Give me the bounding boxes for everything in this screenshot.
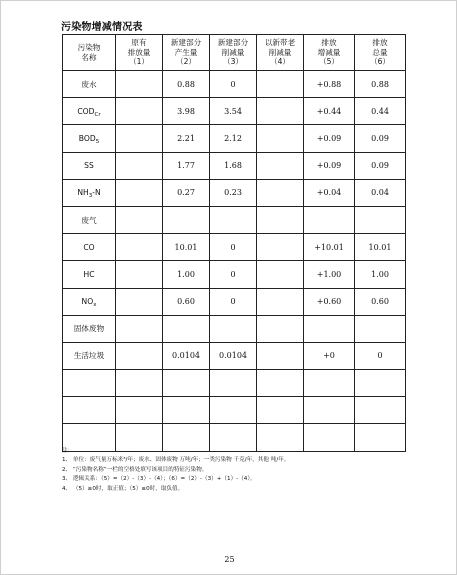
value-cell: 0.44: [355, 98, 406, 125]
column-header-line: 排放: [321, 38, 337, 48]
pollutant-name-subscript: 3: [88, 193, 93, 200]
value-cell: +0.04: [304, 179, 355, 206]
value-cell: [116, 315, 163, 342]
column-header-line: 污染物: [77, 43, 101, 52]
value-cell: [257, 288, 304, 315]
table-row: [63, 179, 406, 206]
value-cell: [116, 342, 163, 369]
value-cell: 1.00: [163, 261, 210, 288]
value-cell: +10.01: [304, 234, 355, 261]
pollutant-name-cell: [63, 71, 116, 98]
column-header: [304, 35, 355, 71]
value-cell: [257, 152, 304, 179]
value-cell: [210, 370, 257, 397]
value-cell: +0.44: [304, 98, 355, 125]
value-cell: 0.23: [210, 179, 257, 206]
value-cell: [163, 397, 210, 424]
pollutant-name-cell: [63, 234, 116, 261]
column-header: [210, 35, 257, 71]
value-cell: [257, 315, 304, 342]
column-header-line: （1）: [128, 57, 150, 67]
value-cell: [257, 397, 304, 424]
table-row: [63, 288, 406, 315]
table-row: [63, 397, 406, 424]
value-cell: [116, 234, 163, 261]
page-number: 25: [224, 555, 235, 564]
note-line: 2、 “污染物名称”一栏的空格处填写该项目的特征污染物。: [62, 466, 208, 473]
column-header-line: 排放量: [127, 47, 151, 57]
value-cell: [257, 125, 304, 152]
pollutant-name-cell: [63, 98, 116, 125]
table-row: [63, 125, 406, 152]
pollutant-name: SS: [84, 161, 94, 171]
value-cell: [116, 397, 163, 424]
pollutant-name: NO: [81, 297, 94, 307]
column-header-line: 新建部分: [217, 38, 249, 48]
note-line: 1、 单位：废气量万标米³/年；废水、固体废物 万吨/年；一类污染物 千克/年，其他 吨/年。: [62, 457, 290, 464]
column-header: [163, 35, 210, 71]
value-cell: [210, 206, 257, 233]
value-cell: +1.00: [304, 261, 355, 288]
value-cell: 0: [210, 234, 257, 261]
notes-heading: 注：: [62, 448, 74, 454]
value-cell: [257, 234, 304, 261]
pollutant-table: [62, 34, 406, 452]
value-cell: 0.0104: [163, 342, 210, 369]
column-header-line: 排放: [372, 38, 388, 48]
pollutant-name: NH: [77, 188, 89, 198]
table-row: [63, 234, 406, 261]
pollutant-name-cell: [63, 152, 116, 179]
value-cell: [116, 370, 163, 397]
pollutant-name-subscript: 5: [95, 138, 100, 145]
value-cell: 0.60: [163, 288, 210, 315]
column-header-line: （3）: [222, 57, 244, 67]
value-cell: +0.60: [304, 288, 355, 315]
pollutant-name: 废气: [81, 215, 97, 225]
column-header-line: （5）: [318, 57, 340, 67]
pollutant-name: CO: [83, 242, 95, 252]
value-cell: [257, 179, 304, 206]
value-cell: [355, 397, 406, 424]
column-header-line: 原有: [131, 38, 147, 48]
column-header-line: 增减量: [317, 47, 341, 57]
value-cell: 0.09: [355, 152, 406, 179]
value-cell: [257, 342, 304, 369]
table-notes: [62, 447, 422, 494]
value-cell: [116, 71, 163, 98]
pollutant-name-cell: [63, 315, 116, 342]
table-row: [63, 152, 406, 179]
value-cell: +0.09: [304, 152, 355, 179]
column-header-line: （6）: [369, 57, 391, 67]
column-header-line: 削减量: [268, 47, 292, 57]
value-cell: 0.27: [163, 179, 210, 206]
value-cell: 0: [210, 261, 257, 288]
value-cell: [355, 370, 406, 397]
value-cell: 10.01: [163, 234, 210, 261]
value-cell: 1.77: [163, 152, 210, 179]
column-header-line: 削减量: [221, 47, 245, 57]
column-header-line: （4）: [269, 57, 291, 67]
value-cell: [163, 370, 210, 397]
value-cell: [304, 370, 355, 397]
value-cell: [210, 397, 257, 424]
value-cell: +0.88: [304, 71, 355, 98]
column-header-line: 名称: [81, 52, 97, 62]
table-header-row: [63, 35, 406, 71]
table-row: [63, 342, 406, 369]
value-cell: [304, 206, 355, 233]
table-row: [63, 315, 406, 342]
column-header-line: 以新带老: [264, 38, 296, 48]
value-cell: [257, 98, 304, 125]
value-cell: 0.60: [355, 288, 406, 315]
value-cell: [257, 71, 304, 98]
column-header-line: （2）: [175, 57, 197, 67]
value-cell: [257, 261, 304, 288]
value-cell: 3.54: [210, 98, 257, 125]
value-cell: [116, 98, 163, 125]
value-cell: 0.88: [355, 71, 406, 98]
column-header-line: 总量: [372, 47, 388, 57]
pollutant-name-cell: [63, 125, 116, 152]
pollutant-name-subscript: Cr: [94, 111, 101, 118]
column-header-line: 产生量: [174, 47, 198, 57]
column-header: [63, 35, 116, 71]
value-cell: [116, 179, 163, 206]
value-cell: [163, 315, 210, 342]
value-cell: [210, 315, 257, 342]
table-title: 污染物增减情况表: [61, 22, 143, 33]
table-body: [63, 71, 406, 452]
value-cell: [163, 206, 210, 233]
pollutant-name-cell: [63, 397, 116, 424]
value-cell: [257, 370, 304, 397]
value-cell: [304, 315, 355, 342]
pollutant-name-cell: [63, 342, 116, 369]
pollutant-name: HC: [83, 269, 95, 279]
table-row: [63, 261, 406, 288]
value-cell: [116, 206, 163, 233]
value-cell: 0.0104: [210, 342, 257, 369]
pollutant-name-cell: [63, 179, 116, 206]
pollutant-name-cell: [63, 370, 116, 397]
column-header: [257, 35, 304, 71]
column-header: [116, 35, 163, 71]
value-cell: 0.88: [163, 71, 210, 98]
value-cell: [116, 152, 163, 179]
value-cell: 3.98: [163, 98, 210, 125]
pollutant-name-suffix: -N: [92, 188, 101, 198]
note-line: 4、 （5）≥0时，取正值；（5）≤0时，取负值。: [62, 485, 184, 492]
value-cell: 0: [210, 288, 257, 315]
pollutant-name: 废水: [81, 79, 97, 89]
value-cell: [116, 261, 163, 288]
pollutant-name: BOD: [78, 133, 96, 143]
value-cell: +0: [304, 342, 355, 369]
value-cell: 2.12: [210, 125, 257, 152]
table-row: [63, 98, 406, 125]
pollutant-name-subscript: x: [93, 302, 97, 309]
table-row: [63, 370, 406, 397]
value-cell: +0.09: [304, 125, 355, 152]
pollutant-name: 生活垃圾: [73, 351, 105, 361]
pollutant-name-cell: [63, 288, 116, 315]
value-cell: 0: [210, 71, 257, 98]
table-row: [63, 71, 406, 98]
pollutant-name: 固体废物: [73, 324, 105, 334]
value-cell: [116, 288, 163, 315]
value-cell: [257, 206, 304, 233]
value-cell: 0.09: [355, 125, 406, 152]
column-header-line: 新建部分: [170, 38, 202, 48]
note-line: 3、 逻辑关系：（5）=（2）-（3）-（4）；（6）=（2）-（3）+（1）-（4）。: [62, 476, 256, 483]
column-header: [355, 35, 406, 71]
value-cell: [304, 397, 355, 424]
value-cell: 2.21: [163, 125, 210, 152]
value-cell: 0: [355, 342, 406, 369]
pollutant-name-cell: [63, 261, 116, 288]
value-cell: 1.00: [355, 261, 406, 288]
table-row: [63, 206, 406, 233]
value-cell: [355, 315, 406, 342]
value-cell: 1.68: [210, 152, 257, 179]
pollutant-name-cell: [63, 206, 116, 233]
value-cell: 0.04: [355, 179, 406, 206]
pollutant-name: COD: [77, 106, 95, 116]
value-cell: [355, 206, 406, 233]
value-cell: [116, 125, 163, 152]
value-cell: 10.01: [355, 234, 406, 261]
